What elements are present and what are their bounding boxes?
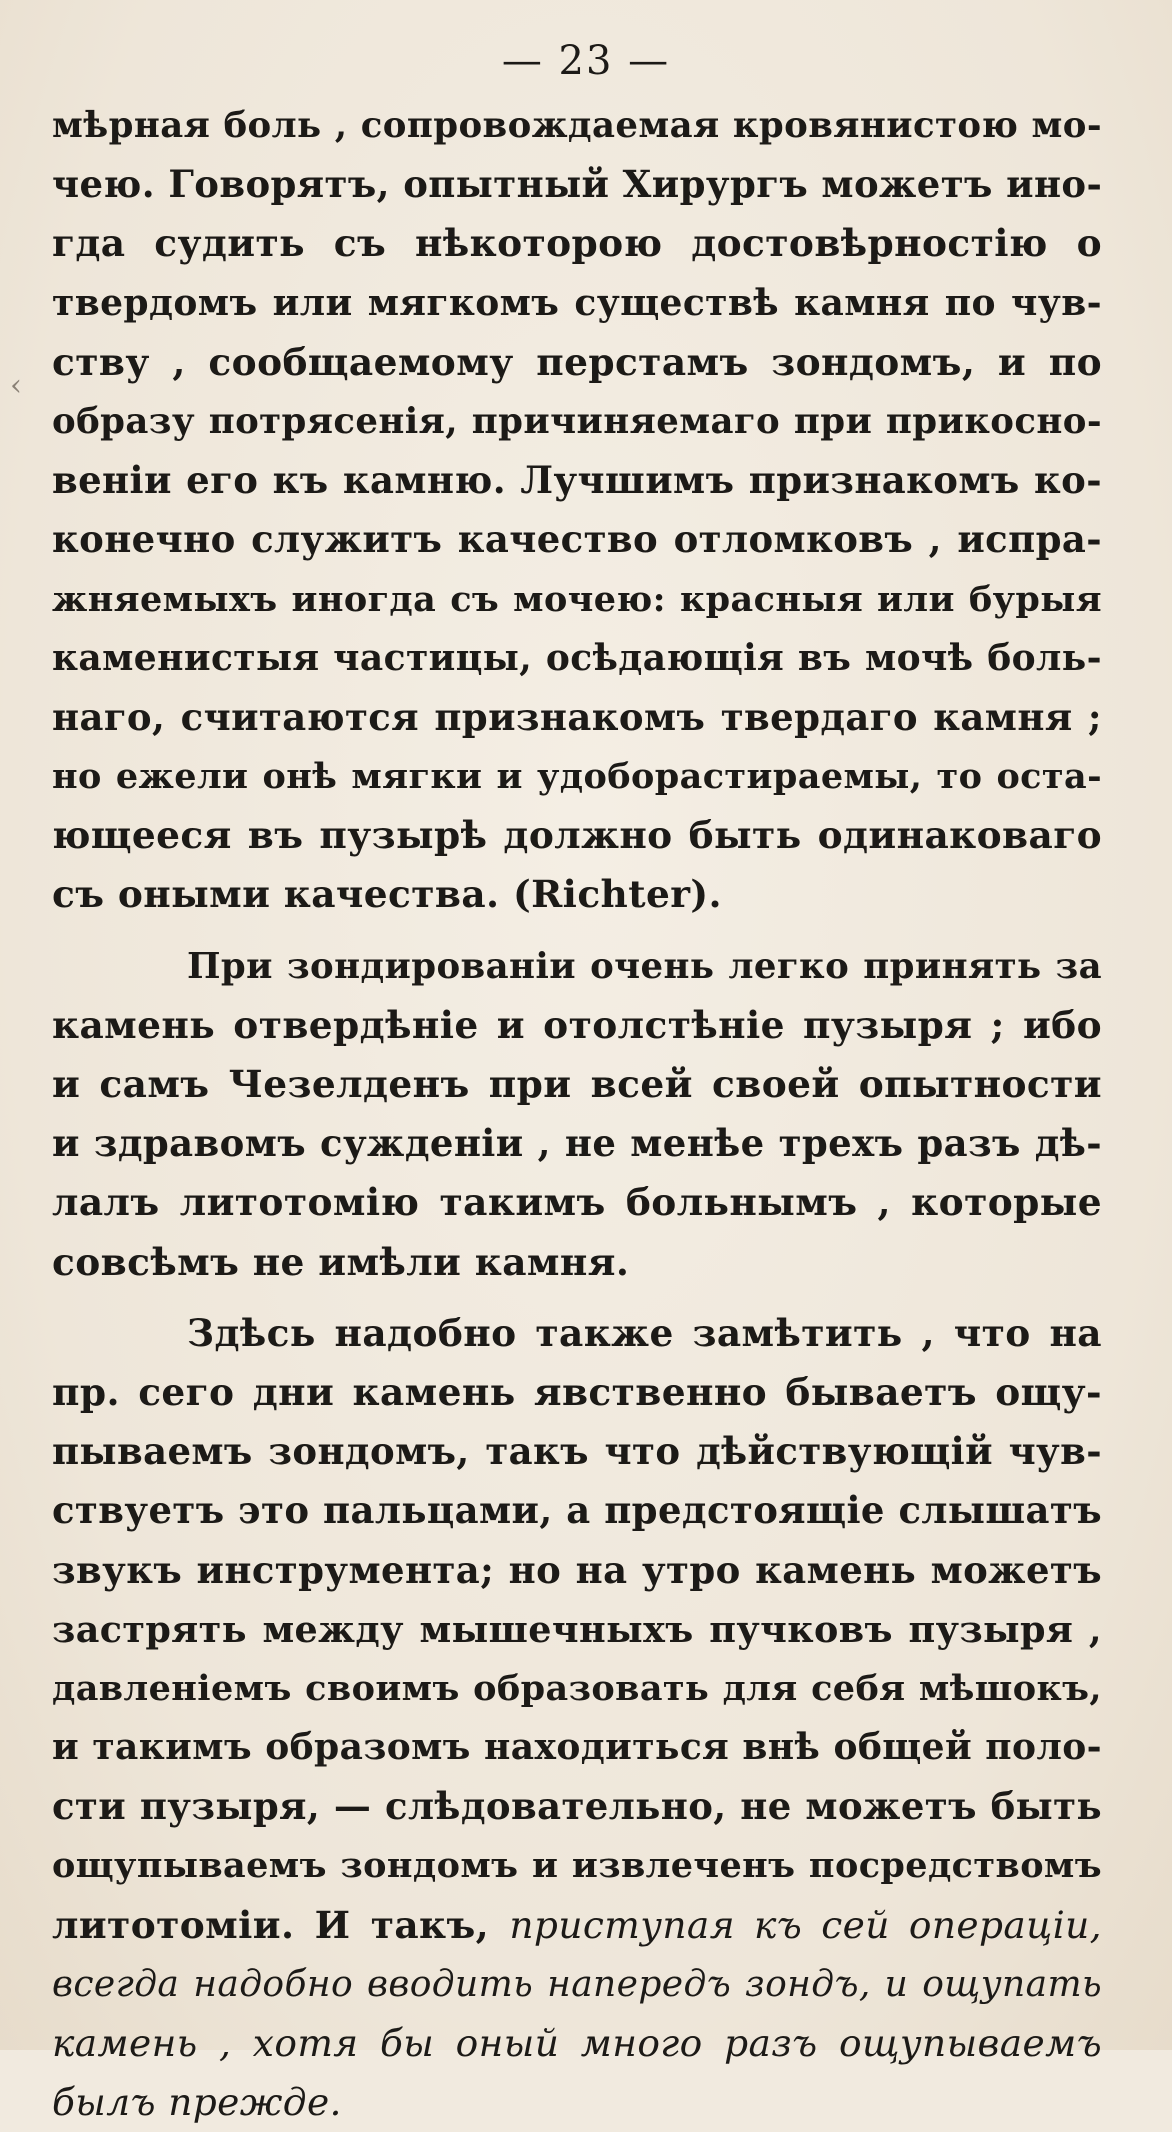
paragraph-1 [52,96,1102,925]
italic-text-line: всегда надобно вводить напередъ зондъ, и ощупать [52,1963,1102,2005]
text-line: но ежели онѣ мягки и удоборастираемы, то оста- [52,756,1102,798]
text-line: лалъ литотомію такимъ больнымъ , которые [52,1180,1102,1225]
text-line: ствуетъ это пальцами, а предстоящіе слышатъ [52,1488,1102,1533]
italic-text: приступая къ сей операціи, [509,1902,1103,1947]
text-line: и такимъ образомъ находиться внѣ общей поло- [52,1726,1102,1769]
page-number: — 23 — [501,38,671,84]
text-line: ству , сообщаемому перстамъ зондомъ, и по [52,339,1102,384]
body-text [52,96,1102,2132]
paragraph-3 [52,1304,1102,2132]
text-line: застрять между мышечныхъ пучковъ пузыря , [52,1607,1102,1651]
text-line: конечно служитъ качество отломковъ , испра- [52,517,1102,562]
text-line: съ оными качества. (Richter). [52,872,722,917]
text-line: наго, считаются признакомъ твердаго камня ; [52,694,1102,739]
roman-text: литотоміи. И такъ, [52,1902,510,1947]
text-line: твердомъ или мягкомъ существѣ камня по чув- [52,281,1102,324]
text-line: жняемыхъ иногда съ мочею: красныя или бурыя [52,578,1102,620]
italic-text-line: камень , хотя бы оный много разъ ощупываемъ [52,2021,1102,2065]
text-line: мѣрная боль , сопровождаемая кровянистою мо- [52,105,1102,146]
text-line: и самъ Чезелденъ при всей своей опытности [52,1062,1102,1106]
paragraph-gap [52,1292,1102,1304]
text-line: совсѣмъ не имѣли камня. [52,1239,630,1284]
text-line: чею. Говорятъ, опытный Хирургъ можетъ ино- [52,162,1103,207]
italic-text-line: былъ прежде. [52,2080,342,2125]
text-line: каменистыя частицы, осѣдающія въ мочѣ боль- [52,636,1102,679]
mixed-text-line [52,1896,1102,1955]
text-line: пываемъ зондомъ, такъ что дѣйствующій чув- [52,1429,1102,1474]
text-line: Здѣсь надобно также замѣтить , что на [187,1310,1102,1355]
paragraph-gap [52,925,1102,937]
text-line: давленіемъ своимъ образовать для себя мѣшокъ, [52,1667,1102,1709]
text-line: веніи его къ камню. Лучшимъ признакомъ ко- [52,458,1102,503]
text-line: образу потрясенія, причиняемаго при прикосно- [52,400,1102,442]
paragraph-2 [52,937,1102,1292]
text-line: пр. сего дни камень явственно бываетъ ощу- [52,1369,1102,1414]
text-line: ощупываемъ зондомъ и извлеченъ посредствомъ [52,1845,1102,1887]
text-line: гда судить съ нѣкоторою достовѣрностію о [52,221,1102,266]
text-line: сти пузыря, — слѣдовательно, не можетъ быть [52,1784,1102,1829]
text-line: звукъ инструмента; но на утро камень можетъ [52,1547,1102,1592]
margin-mark: ‹ [10,368,22,403]
text-line: При зондированіи очень легко принять за [187,945,1102,987]
text-line: камень отвердѣніе и отолстѣніе пузыря ; ибо [52,1002,1102,1047]
text-line: и здравомъ сужденіи , не менѣе трехъ разъ дѣ- [52,1121,1102,1166]
text-line: ющееся въ пузырѣ должно быть одинаковаго [52,813,1102,858]
